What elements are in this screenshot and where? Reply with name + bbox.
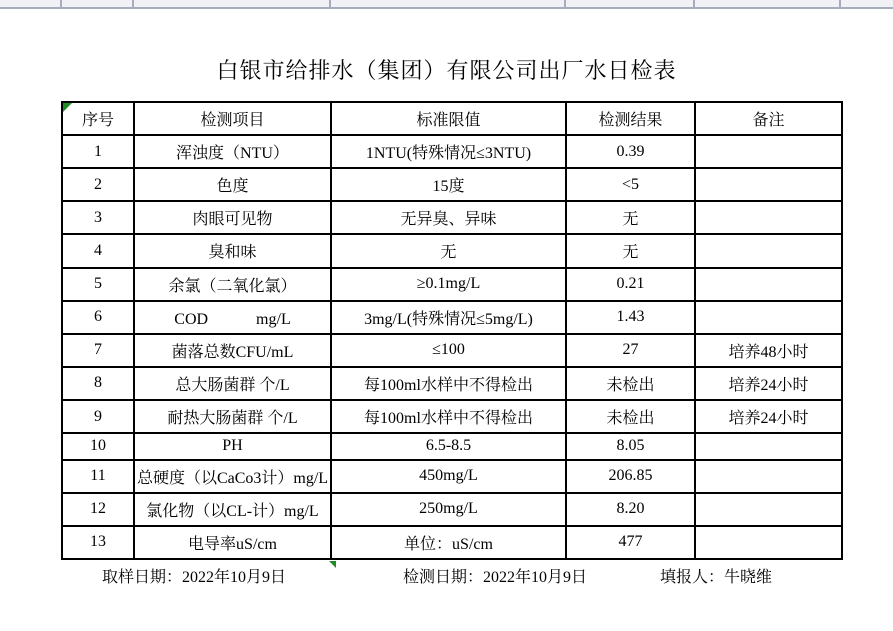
table-row: [62, 400, 842, 433]
cell-item[interactable]: 总大肠菌群 个/L: [134, 367, 331, 400]
cell-limit[interactable]: 每100ml水样中不得检出: [331, 400, 566, 433]
cell-limit[interactable]: ≥0.1mg/L: [331, 268, 566, 301]
cell-limit[interactable]: 单位：uS/cm: [331, 526, 566, 559]
cell-note[interactable]: [695, 493, 842, 526]
grid-tick: [329, 0, 331, 7]
table-row: [62, 433, 842, 459]
cell-limit[interactable]: 450mg/L: [331, 460, 566, 493]
grid-tick: [693, 0, 695, 7]
cell-result[interactable]: 0.39: [566, 135, 695, 168]
cell-seq[interactable]: 9: [62, 400, 134, 433]
table-header-row: [62, 102, 842, 135]
cell-note[interactable]: [695, 526, 842, 559]
cell-item[interactable]: 肉眼可见物: [134, 201, 331, 234]
cell-seq[interactable]: 11: [62, 460, 134, 493]
cell-item[interactable]: 电导率uS/cm: [134, 526, 331, 559]
cell-limit[interactable]: 3mg/L(特殊情况≤5mg/L): [331, 301, 566, 334]
reporter-text: 填报人：牛晓维: [660, 569, 773, 586]
column-header-seq: 序号: [62, 102, 134, 135]
cell-note[interactable]: 培养24小时: [695, 367, 842, 400]
cell-seq[interactable]: 3: [62, 201, 134, 234]
table-row: [62, 493, 842, 526]
cell-seq[interactable]: 8: [62, 367, 134, 400]
grid-tick: [132, 0, 134, 7]
cell-result[interactable]: 477: [566, 526, 695, 559]
cell-note[interactable]: [695, 234, 842, 267]
sample-date-text: 取样日期：2022年10月9日: [102, 569, 287, 586]
column-header-note: 备注: [695, 102, 842, 135]
grid-tick: [564, 0, 566, 7]
cell-item[interactable]: 色度: [134, 168, 331, 201]
cell-item[interactable]: 耐热大肠菌群 个/L: [134, 400, 331, 433]
cell-item[interactable]: COD mg/L: [134, 301, 331, 334]
inspection-table: [61, 101, 843, 560]
cell-seq[interactable]: 2: [62, 168, 134, 201]
cell-seq[interactable]: 10: [62, 433, 134, 459]
cell-result[interactable]: 未检出: [566, 367, 695, 400]
cell-item[interactable]: PH: [134, 433, 331, 459]
cell-result[interactable]: 8.20: [566, 493, 695, 526]
cell-limit[interactable]: 无: [331, 234, 566, 267]
cell-seq[interactable]: 4: [62, 234, 134, 267]
cell-limit[interactable]: 250mg/L: [331, 493, 566, 526]
cell-seq[interactable]: 13: [62, 526, 134, 559]
cell-result[interactable]: 8.05: [566, 433, 695, 459]
column-header-result: 检测结果: [566, 102, 695, 135]
cell-seq[interactable]: 7: [62, 334, 134, 367]
test-date-text: 检测日期：2022年10月9日: [403, 569, 588, 586]
cell-note[interactable]: [695, 201, 842, 234]
page-title: 白银市给排水（集团）有限公司出厂水日检表: [216, 58, 677, 83]
table-row: [62, 201, 842, 234]
cell-limit[interactable]: 6.5-8.5: [331, 433, 566, 459]
cell-note[interactable]: [695, 433, 842, 459]
cell-note[interactable]: [695, 168, 842, 201]
cell-result[interactable]: <5: [566, 168, 695, 201]
footer-line: [61, 566, 841, 590]
cell-result[interactable]: 206.85: [566, 460, 695, 493]
column-header-limit: 标准限值: [331, 102, 566, 135]
cell-seq[interactable]: 12: [62, 493, 134, 526]
cell-limit[interactable]: 15度: [331, 168, 566, 201]
cell-result[interactable]: 1.43: [566, 301, 695, 334]
table-row: [62, 460, 842, 493]
cell-note[interactable]: [695, 460, 842, 493]
table-row: [62, 268, 842, 301]
cell-result[interactable]: 无: [566, 201, 695, 234]
cell-note[interactable]: [695, 135, 842, 168]
table-row: [62, 135, 842, 168]
cell-item[interactable]: 余氯（二氧化氯）: [134, 268, 331, 301]
excel-grid-remnant: [0, 0, 893, 9]
cell-seq[interactable]: 6: [62, 301, 134, 334]
cell-note[interactable]: [695, 268, 842, 301]
table-row: [62, 234, 842, 267]
table-row: [62, 301, 842, 334]
cell-note[interactable]: [695, 301, 842, 334]
cell-limit[interactable]: 每100ml水样中不得检出: [331, 367, 566, 400]
cell-item[interactable]: 菌落总数CFU/mL: [134, 334, 331, 367]
cell-limit[interactable]: 1NTU(特殊情况≤3NTU): [331, 135, 566, 168]
table-row: [62, 168, 842, 201]
table-row: [62, 526, 842, 559]
table-row: [62, 367, 842, 400]
cell-note[interactable]: 培养24小时: [695, 400, 842, 433]
grid-tick: [60, 0, 62, 7]
cell-item[interactable]: 氯化物（以CL-计）mg/L: [134, 493, 331, 526]
column-header-item: 检测项目: [134, 102, 331, 135]
cell-result[interactable]: 27: [566, 334, 695, 367]
cell-limit[interactable]: 无异臭、异味: [331, 201, 566, 234]
grid-tick: [839, 0, 841, 7]
cell-seq[interactable]: 1: [62, 135, 134, 168]
cell-note[interactable]: 培养48小时: [695, 334, 842, 367]
cell-item[interactable]: 浑浊度（NTU）: [134, 135, 331, 168]
cell-item[interactable]: 臭和味: [134, 234, 331, 267]
cell-result[interactable]: 无: [566, 234, 695, 267]
cell-seq[interactable]: 5: [62, 268, 134, 301]
cell-item[interactable]: 总硬度（以CaCo3计）mg/L: [134, 460, 331, 493]
cell-limit[interactable]: ≤100: [331, 334, 566, 367]
table-row: [62, 334, 842, 367]
cell-result[interactable]: 未检出: [566, 400, 695, 433]
cell-result[interactable]: 0.21: [566, 268, 695, 301]
